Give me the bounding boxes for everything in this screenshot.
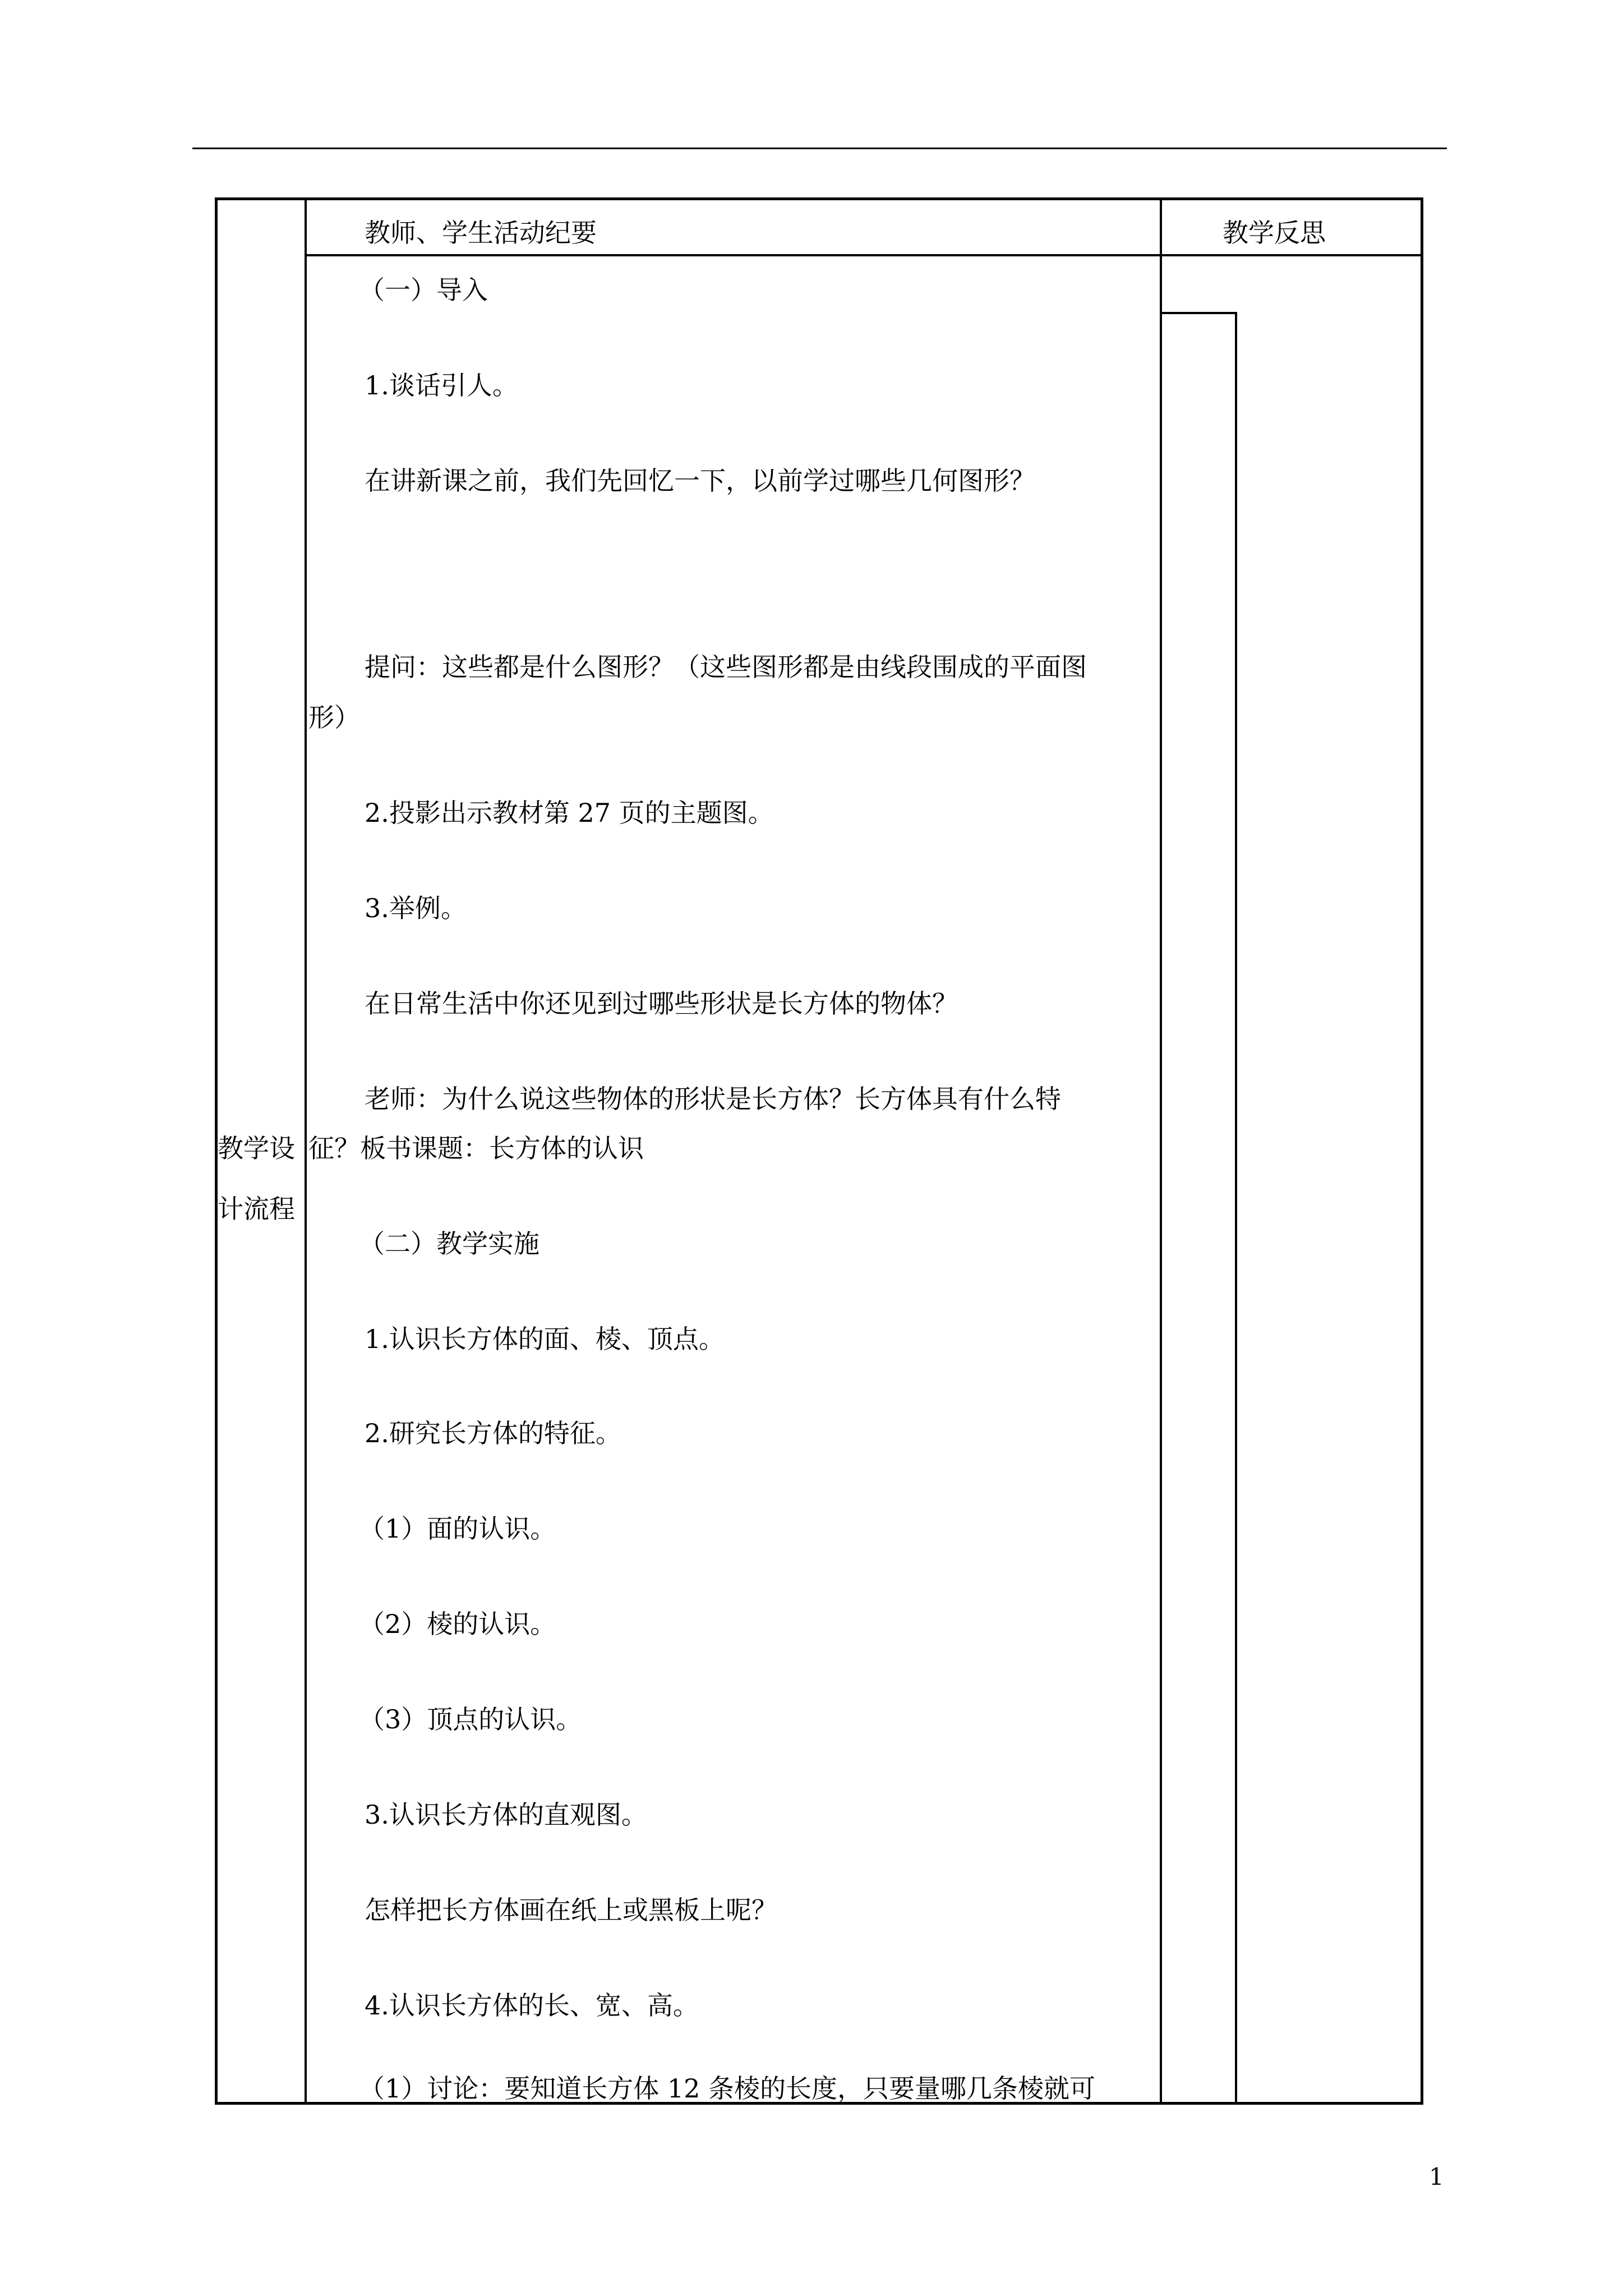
list-item: 4.认识长方体的长、宽、高。 — [365, 1990, 699, 2021]
list-item: （2）棱的认识。 — [359, 1609, 556, 1639]
table-header-bottom-rule — [305, 254, 1423, 256]
side-label-line-1: 教学设 — [218, 1133, 295, 1163]
list-item: 形） — [308, 702, 360, 733]
header-teaching-reflection: 教学反思 — [1223, 218, 1326, 248]
list-item: 1.认识长方体的面、棱、顶点。 — [365, 1324, 725, 1354]
side-label-teaching-design-flow — [218, 1118, 305, 1239]
list-item: 2.研究长方体的特征。 — [365, 1418, 621, 1448]
section-intro-heading: （一）导入 — [359, 275, 488, 305]
reflection-inner-top-rule — [1160, 312, 1236, 314]
list-item: （3）顶点的认识。 — [359, 1704, 582, 1734]
page-number: 1 — [1429, 2163, 1444, 2191]
list-item: 在讲新课之前，我们先回忆一下，以前学过哪些几何图形？ — [365, 466, 1035, 496]
list-item: 征？板书课题：长方体的认识 — [308, 1133, 644, 1163]
list-item: 提问：这些都是什么图形？（这些图形都是由线段围成的平面图 — [365, 652, 1087, 682]
list-item: 3.认识长方体的直观图。 — [365, 1800, 647, 1830]
list-item: 2.投影出示教材第 27 页的主题图。 — [365, 798, 774, 828]
list-item: 1.谈话引人。 — [365, 370, 518, 401]
list-item: 老师：为什么说这些物体的形状是长方体？长方体具有什么特 — [365, 1084, 1061, 1114]
reflection-inner-divider — [1235, 312, 1237, 2105]
table-divider-reflection-column — [1160, 197, 1162, 2105]
list-item: 3.举例。 — [365, 893, 467, 923]
header-rule — [192, 148, 1447, 149]
list-item: （1）面的认识。 — [359, 1513, 556, 1544]
list-item: 在日常生活中你还见到过哪些形状是长方体的物体？ — [365, 988, 958, 1019]
table-divider-label-column — [305, 197, 307, 2105]
section-implementation-heading: （二）教学实施 — [359, 1228, 540, 1259]
list-item: 怎样把长方体画在纸上或黑板上呢？ — [365, 1895, 777, 1925]
header-activity-summary: 教师、学生活动纪要 — [365, 218, 597, 248]
side-label-line-2: 计流程 — [218, 1194, 295, 1224]
list-item: （1）讨论：要知道长方体 12 条棱的长度，只要量哪几条棱就可 — [359, 2073, 1096, 2104]
